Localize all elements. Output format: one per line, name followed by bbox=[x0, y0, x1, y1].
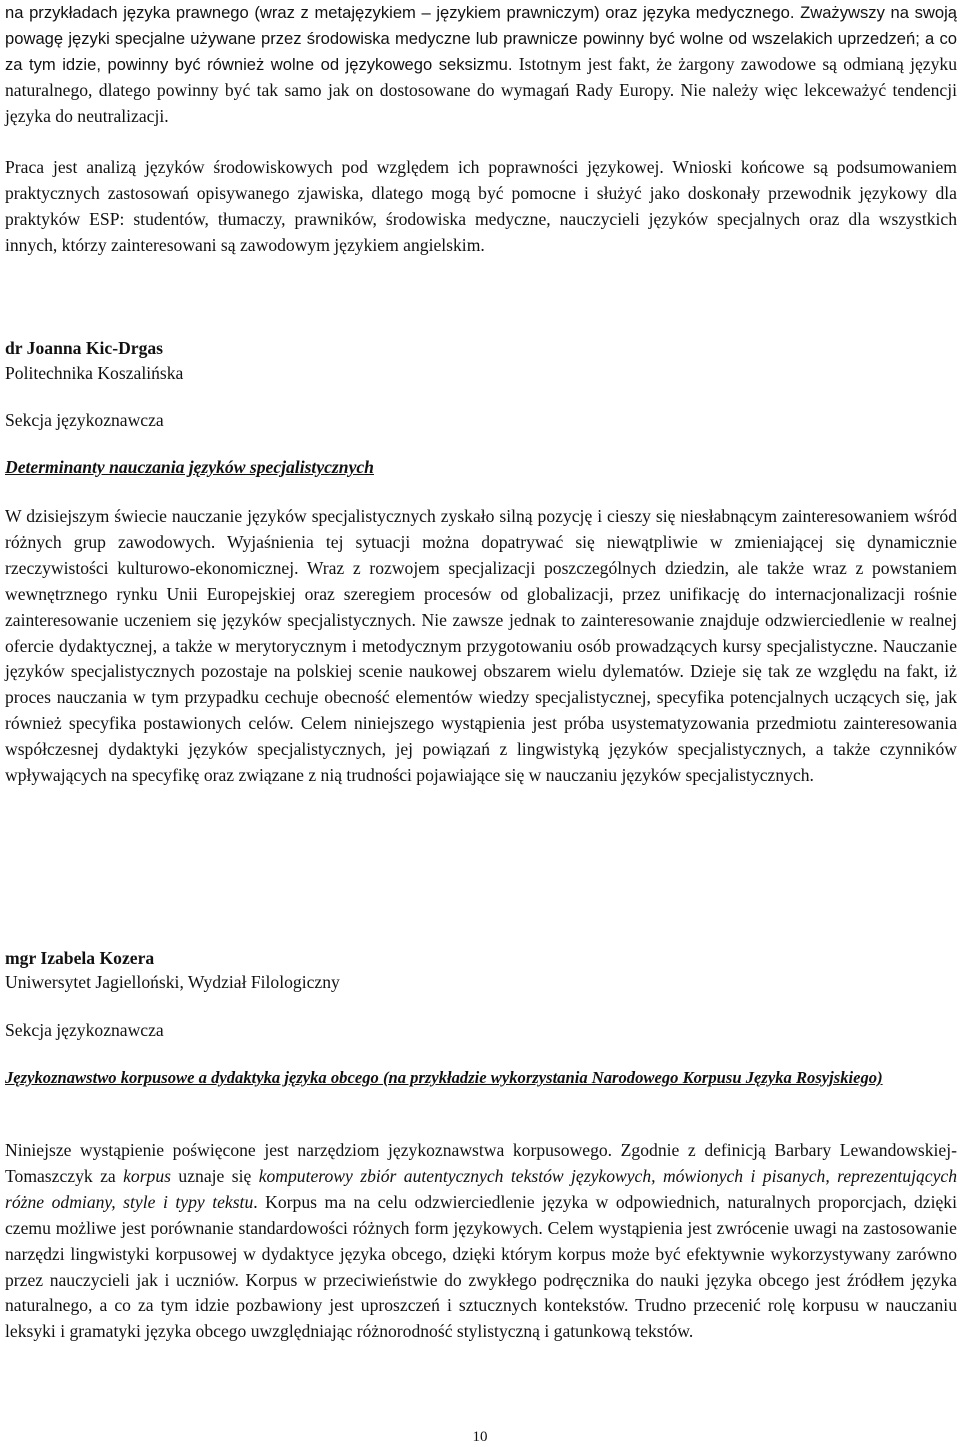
abstract-emphasis: komputerowy zbiór autentycznych tekstów językowych, mówionych i pisanych, reprezentujących różne odmiany, style i typy tekstu bbox=[5, 1165, 957, 1212]
abstract-paragraph bbox=[5, 1138, 957, 1345]
intro-paragraph-2: Praca jest analizą języków środowiskowych pod względem ich poprawności językowej. Wnioski końcowe są podsumowaniem praktycznych zastosowań opisywanego zjawiska, dlatego mogą być pomocne i służyć jako doskonały przewodnik językowy dla praktyków ESP: studentów, tłumaczy, prawników, środowiska medyczne, nauczycieli języków specjalnych oraz dla wszystkich innych, którzy zainteresowani są zawodowym językiem angielskim. bbox=[5, 157, 957, 255]
author-name: dr Joanna Kic-Drgas bbox=[5, 338, 164, 358]
abstract-emphasis: korpus bbox=[123, 1165, 172, 1186]
intro-serif-text: Istotnym jest fakt, że żargony zawodowe są odmianą języku naturalnego, dlatego powinny być tak samo jak on dostosowane do wymagań Rady Europy. Nie należy więc lekceważyć tendencji języka do neutralizacji. bbox=[5, 53, 957, 126]
section-label: Sekcja językoznawcza bbox=[5, 1020, 164, 1040]
section-label: Sekcja językoznawcza bbox=[5, 410, 164, 430]
intro-sans-text: na przykładach języka prawnego (wraz z metajęzykiem – językiem prawniczym) oraz języka medycznego. Zważywszy na swoją powagę języki specjalne używane przez środowiska medyczne lub prawnicze powinny być wolne od wszelakich uprzedzeń; a co za tym idzie, powinny być również wolne od językowego seksizmu. bbox=[5, 3, 957, 74]
abstract-text: . Korpus ma na celu odzwierciedlenie języka w odpowiednich, naturalnych proporcjach, dzięki czemu możliwe jest porównanie standardowości różnych form językowych. Celem wystąpienia jest zwrócenie uwagi na zastosowanie narzędzi lingwistyki korpusowej w dydaktyce języka obcego, dzięki którym korpus może być efektywnie wykorzystywany zarówno przez nauczycieli jak i uczniów. Korpus w przeciwieństwie do zwykłego podręcznika do nauki języka obcego jest źródłem języka naturalnego, a co za tym idzie pozbawiony jest uproszczeń i sztucznych kontekstów. Trudno przecenić rolę korpusu w nauczaniu leksyki i gramatyki języka obcego uwzględniając różnorodność stylistyczną i gatunkową tekstów. bbox=[5, 1191, 957, 1342]
author-affiliation: Uniwersytet Jagielloński, Wydział Filologiczny bbox=[5, 972, 340, 992]
abstract-text: Niniejsze wystąpienie poświęcone jest narzędziom językoznawstwa korpusowego. Zgodnie z definicją Barbary Lewandowskiej-Tomaszczyk za bbox=[5, 1140, 957, 1186]
author-name: mgr Izabela Kozera bbox=[5, 948, 155, 968]
abstract-text: uznaje się bbox=[171, 1165, 259, 1186]
paper-title: Językoznawstwo korpusowe a dydaktyka języka obcego (na przykładzie wykorzystania Narodowego Korpusu Języka Rosyjskiego) bbox=[5, 1068, 883, 1087]
abstract-paragraph: W dzisiejszym świecie nauczanie języków specjalistycznych zyskało silną pozycję i cieszy się niesłabnącym zainteresowaniem wśród różnych grup zawodowych. Wyjaśnienia tej sytuacji można dopatrywać się niewątpliwie w zmieniającej się dynamicznie rzeczywistości kulturowo-ekonomicznej. Wraz z rozwojem specjalizacji poszczególnych dziedzin, ale także wraz z powstaniem wewnętrznego rynku Unii Europejskiej oraz szeregiem procesów od globalizacji, przez unifikację do internacjonalizacji rośnie zainteresowanie uczeniem się języków specjalistycznych. Nie zawsze jednak to zainteresowanie znajduje odzwierciedlenie w realnej ofercie dydaktycznej, a także w merytorycznym i metodycznym przygotowaniu osób prowadzących kursy specjalistyczne. Nauczanie języków specjalistycznych pozostaje na polskiej scenie naukowej obszarem wielu dylematów. Dzieje się tak ze względu na fakt, iż proces nauczania w tym przypadku cechuje obecność elementów wiedzy specjalistycznej, specyfika potencjalnych uczących się, jak również specyfika postawionych celów. Celem niniejszego wystąpienia jest próba usystematyzowania przedmiotu zainteresowania współczesnej dydaktyki języków specjalistycznych, jej powiązań z lingwistyką języków specjalistycznych, a także czynników wpływających na specyfikę oraz związane z nią trudności pojawiające się w nauczaniu języków specjalistycznych. bbox=[5, 506, 957, 786]
paper-title: Determinanty nauczania języków specjalistycznych bbox=[5, 457, 374, 477]
intro-paragraph bbox=[5, 0, 957, 130]
page-number: 10 bbox=[472, 1429, 488, 1445]
author-affiliation: Politechnika Koszalińska bbox=[5, 363, 184, 383]
